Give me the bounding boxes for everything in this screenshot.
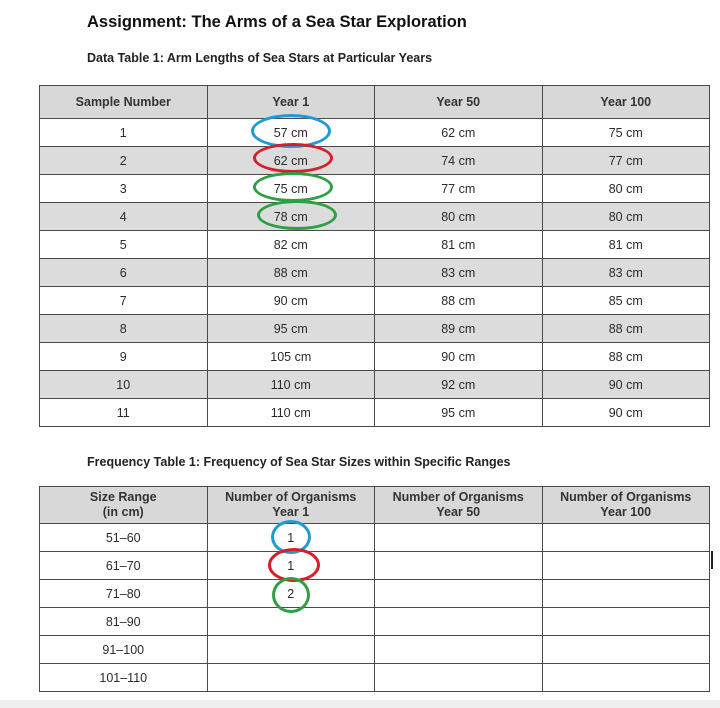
year-100-cell: 80 cm xyxy=(542,203,710,231)
header-line: Number of Organisms xyxy=(392,490,524,504)
header-line: (in cm) xyxy=(102,505,144,519)
table-row xyxy=(40,203,710,231)
header-year-1: Year 1 xyxy=(207,86,375,119)
year-50-count-cell[interactable] xyxy=(375,580,543,608)
year-50-cell: 90 cm xyxy=(375,343,543,371)
year-50-cell: 81 cm xyxy=(375,231,543,259)
year-1-count-cell[interactable] xyxy=(207,636,375,664)
sample-number-cell: 9 xyxy=(40,343,208,371)
header-organisms-year-1 xyxy=(207,487,375,524)
table-row xyxy=(40,231,710,259)
sample-number-cell: 3 xyxy=(40,175,208,203)
year-100-cell: 88 cm xyxy=(542,315,710,343)
table-row xyxy=(40,664,710,692)
header-line: Number of Organisms xyxy=(225,490,357,504)
sample-number-cell: 1 xyxy=(40,119,208,147)
year-100-count-cell[interactable] xyxy=(542,580,710,608)
year-100-cell: 81 cm xyxy=(542,231,710,259)
year-1-cell: 82 cm xyxy=(207,231,375,259)
year-50-cell: 88 cm xyxy=(375,287,543,315)
size-range-cell: 71–80 xyxy=(40,580,208,608)
sample-number-cell: 7 xyxy=(40,287,208,315)
year-1-cell: 75 cm xyxy=(207,175,375,203)
header-organisms-year-50 xyxy=(375,487,543,524)
assignment-title: Assignment: The Arms of a Sea Star Exploration xyxy=(87,13,467,31)
year-50-cell: 74 cm xyxy=(375,147,543,175)
year-1-count-cell[interactable]: 2 xyxy=(207,580,375,608)
header-size-range xyxy=(40,487,208,524)
header-organisms-year-100 xyxy=(542,487,710,524)
year-50-cell: 80 cm xyxy=(375,203,543,231)
table-row xyxy=(40,287,710,315)
header-year-100: Year 100 xyxy=(542,86,710,119)
year-1-cell: 57 cm xyxy=(207,119,375,147)
sample-number-cell: 6 xyxy=(40,259,208,287)
year-100-cell: 90 cm xyxy=(542,399,710,427)
year-50-cell: 95 cm xyxy=(375,399,543,427)
year-100-cell: 77 cm xyxy=(542,147,710,175)
frequency-table xyxy=(39,486,710,692)
year-1-count-cell[interactable]: 1 xyxy=(207,524,375,552)
header-year-50: Year 50 xyxy=(375,86,543,119)
table-row xyxy=(40,636,710,664)
year-50-count-cell[interactable] xyxy=(375,664,543,692)
table-row xyxy=(40,315,710,343)
table-row xyxy=(40,399,710,427)
year-1-count-cell[interactable] xyxy=(207,608,375,636)
year-100-count-cell[interactable] xyxy=(542,664,710,692)
year-1-cell: 78 cm xyxy=(207,203,375,231)
table-row xyxy=(40,259,710,287)
data-table-caption: Data Table 1: Arm Lengths of Sea Stars at Particular Years xyxy=(87,51,433,65)
year-1-count-cell[interactable] xyxy=(207,664,375,692)
year-1-cell: 110 cm xyxy=(207,371,375,399)
table-header-row xyxy=(40,86,710,119)
frequency-table-caption: Frequency Table 1: Frequency of Sea Star Sizes within Specific Ranges xyxy=(87,455,511,469)
table-header-row xyxy=(40,487,710,524)
year-1-cell: 62 cm xyxy=(207,147,375,175)
year-50-count-cell[interactable] xyxy=(375,552,543,580)
year-1-cell: 90 cm xyxy=(207,287,375,315)
year-100-count-cell[interactable] xyxy=(542,608,710,636)
table-row xyxy=(40,371,710,399)
sample-number-cell: 4 xyxy=(40,203,208,231)
year-50-cell: 92 cm xyxy=(375,371,543,399)
year-50-count-cell[interactable] xyxy=(375,608,543,636)
size-range-cell: 101–110 xyxy=(40,664,208,692)
year-100-cell: 83 cm xyxy=(542,259,710,287)
year-100-count-cell[interactable] xyxy=(542,524,710,552)
table-row xyxy=(40,552,710,580)
header-line: Year 100 xyxy=(600,505,652,519)
year-1-count-cell[interactable]: 1 xyxy=(207,552,375,580)
year-50-cell: 89 cm xyxy=(375,315,543,343)
year-100-cell: 88 cm xyxy=(542,343,710,371)
text-cursor xyxy=(711,551,713,569)
arm-lengths-table xyxy=(39,85,710,427)
sample-number-cell: 11 xyxy=(40,399,208,427)
table-row xyxy=(40,343,710,371)
year-1-cell: 110 cm xyxy=(207,399,375,427)
table-row xyxy=(40,175,710,203)
header-line: Year 1 xyxy=(272,505,310,519)
year-100-cell: 80 cm xyxy=(542,175,710,203)
sample-number-cell: 10 xyxy=(40,371,208,399)
year-1-cell: 105 cm xyxy=(207,343,375,371)
size-range-cell: 51–60 xyxy=(40,524,208,552)
year-1-cell: 88 cm xyxy=(207,259,375,287)
sample-number-cell: 8 xyxy=(40,315,208,343)
table-row xyxy=(40,119,710,147)
year-50-cell: 83 cm xyxy=(375,259,543,287)
size-range-cell: 91–100 xyxy=(40,636,208,664)
year-100-count-cell[interactable] xyxy=(542,636,710,664)
sample-number-cell: 5 xyxy=(40,231,208,259)
year-50-count-cell[interactable] xyxy=(375,524,543,552)
size-range-cell: 81–90 xyxy=(40,608,208,636)
header-line: Size Range xyxy=(89,490,157,504)
header-line: Number of Organisms xyxy=(560,490,692,504)
table-row xyxy=(40,147,710,175)
year-50-count-cell[interactable] xyxy=(375,636,543,664)
header-line: Year 50 xyxy=(436,505,481,519)
year-50-cell: 77 cm xyxy=(375,175,543,203)
table-row xyxy=(40,524,710,552)
bottom-strip xyxy=(0,700,720,708)
sample-number-cell: 2 xyxy=(40,147,208,175)
year-100-count-cell[interactable] xyxy=(542,552,710,580)
year-100-cell: 75 cm xyxy=(542,119,710,147)
year-100-cell: 90 cm xyxy=(542,371,710,399)
header-sample-number: Sample Number xyxy=(40,86,208,119)
year-1-cell: 95 cm xyxy=(207,315,375,343)
table-row xyxy=(40,580,710,608)
table-row xyxy=(40,608,710,636)
year-50-cell: 62 cm xyxy=(375,119,543,147)
year-100-cell: 85 cm xyxy=(542,287,710,315)
size-range-cell: 61–70 xyxy=(40,552,208,580)
